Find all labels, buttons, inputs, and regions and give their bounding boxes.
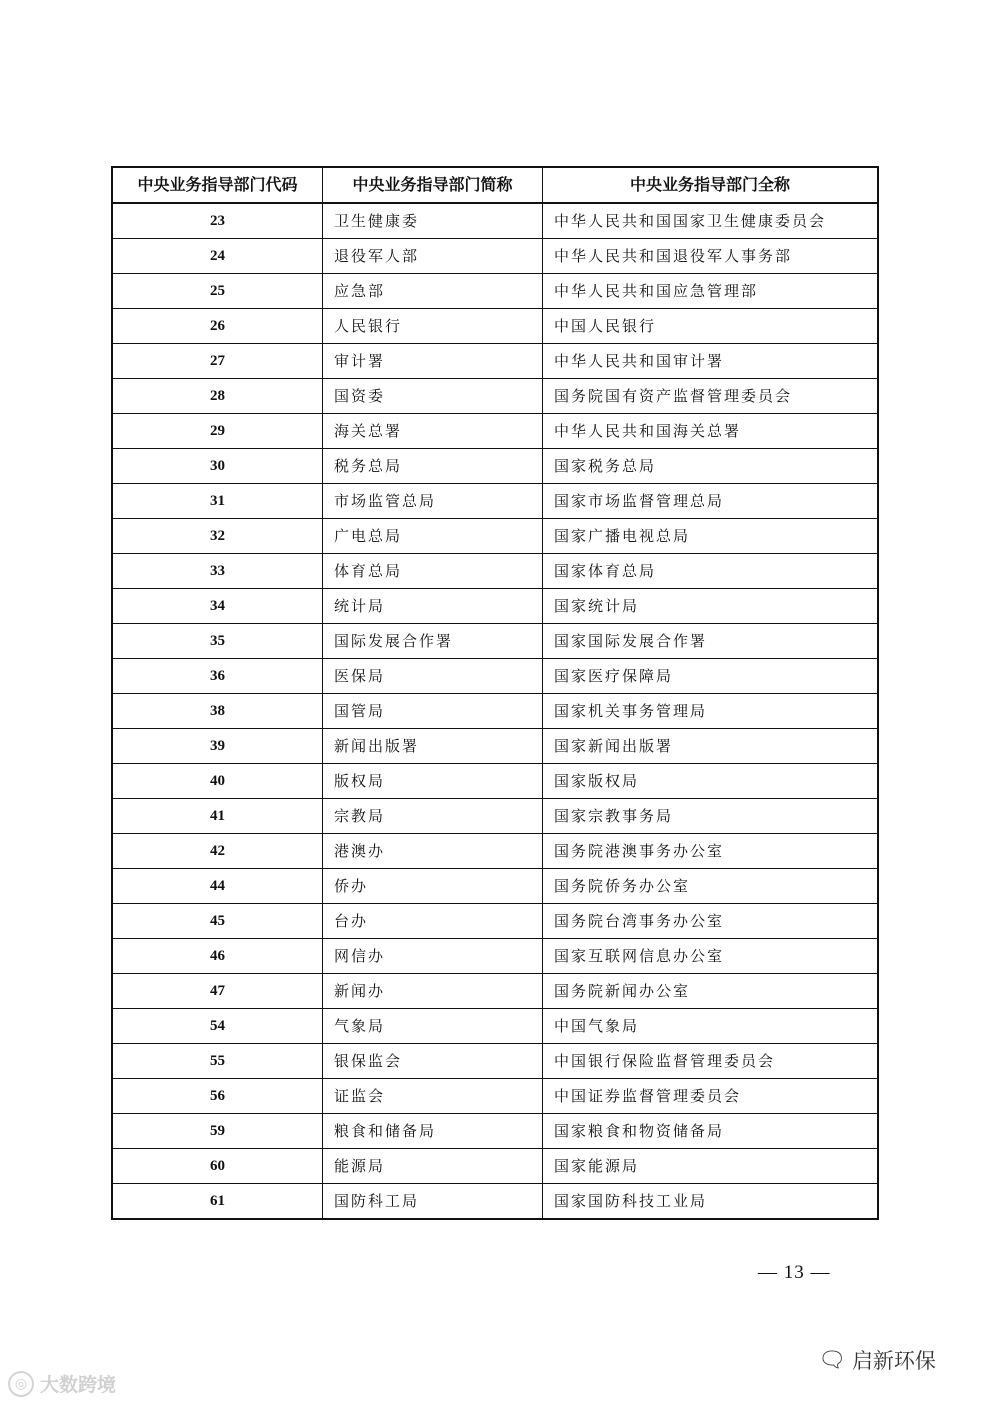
row-code: 42 <box>112 834 323 869</box>
table-row <box>112 974 878 1009</box>
row-short-name: 医保局 <box>323 659 543 694</box>
row-short-name: 体育总局 <box>323 554 543 589</box>
row-full-name: 国家统计局 <box>543 589 879 624</box>
row-short-name: 能源局 <box>323 1149 543 1184</box>
row-full-name: 国务院新闻办公室 <box>543 974 879 1009</box>
table-row <box>112 414 878 449</box>
row-full-name: 国家国际发展合作署 <box>543 624 879 659</box>
row-short-name: 宗教局 <box>323 799 543 834</box>
logo-icon: ◎ <box>8 1371 34 1397</box>
row-short-name: 海关总署 <box>323 414 543 449</box>
row-code: 56 <box>112 1079 323 1114</box>
row-full-name: 中国气象局 <box>543 1009 879 1044</box>
row-full-name: 中国证券监督管理委员会 <box>543 1079 879 1114</box>
row-code: 24 <box>112 239 323 274</box>
row-short-name: 侨办 <box>323 869 543 904</box>
row-full-name: 国家新闻出版署 <box>543 729 879 764</box>
table-row <box>112 694 878 729</box>
row-code: 25 <box>112 274 323 309</box>
table-row <box>112 1079 878 1114</box>
header-full-name: 中央业务指导部门全称 <box>543 167 879 203</box>
wechat-icon: 🗨 <box>818 1347 846 1373</box>
watermark-right <box>818 1345 936 1375</box>
row-short-name: 国管局 <box>323 694 543 729</box>
row-code: 34 <box>112 589 323 624</box>
row-short-name: 市场监管总局 <box>323 484 543 519</box>
row-full-name: 国家国防科技工业局 <box>543 1184 879 1220</box>
row-full-name: 国家医疗保障局 <box>543 659 879 694</box>
row-code: 35 <box>112 624 323 659</box>
row-short-name: 国际发展合作署 <box>323 624 543 659</box>
table-row <box>112 589 878 624</box>
row-code: 29 <box>112 414 323 449</box>
table-row <box>112 1044 878 1079</box>
table-row <box>112 834 878 869</box>
row-code: 59 <box>112 1114 323 1149</box>
row-full-name: 中华人民共和国应急管理部 <box>543 274 879 309</box>
row-short-name: 审计署 <box>323 344 543 379</box>
watermark-right-text: 启新环保 <box>851 1349 936 1373</box>
row-short-name: 新闻办 <box>323 974 543 1009</box>
table-row <box>112 203 878 239</box>
table-row <box>112 624 878 659</box>
row-full-name: 国家宗教事务局 <box>543 799 879 834</box>
row-code: 61 <box>112 1184 323 1220</box>
table-row <box>112 764 878 799</box>
row-code: 30 <box>112 449 323 484</box>
header-code: 中央业务指导部门代码 <box>112 167 323 203</box>
row-short-name: 银保监会 <box>323 1044 543 1079</box>
row-code: 55 <box>112 1044 323 1079</box>
row-short-name: 台办 <box>323 904 543 939</box>
row-code: 41 <box>112 799 323 834</box>
row-short-name: 退役军人部 <box>323 239 543 274</box>
table-header-row <box>112 167 878 203</box>
table-row <box>112 239 878 274</box>
row-short-name: 人民银行 <box>323 309 543 344</box>
table-body <box>112 203 878 1219</box>
table-row <box>112 554 878 589</box>
row-full-name: 国家版权局 <box>543 764 879 799</box>
department-code-table <box>111 166 879 1220</box>
row-full-name: 国务院港澳事务办公室 <box>543 834 879 869</box>
table-row <box>112 729 878 764</box>
row-short-name: 气象局 <box>323 1009 543 1044</box>
row-code: 36 <box>112 659 323 694</box>
table-row <box>112 1184 878 1220</box>
row-full-name: 国家粮食和物资储备局 <box>543 1114 879 1149</box>
table-row <box>112 519 878 554</box>
page-number: — 13 — <box>758 1262 831 1283</box>
row-full-name: 中华人民共和国退役军人事务部 <box>543 239 879 274</box>
row-code: 45 <box>112 904 323 939</box>
row-code: 38 <box>112 694 323 729</box>
row-short-name: 卫生健康委 <box>323 203 543 239</box>
row-code: 39 <box>112 729 323 764</box>
row-short-name: 证监会 <box>323 1079 543 1114</box>
table-row <box>112 869 878 904</box>
row-full-name: 国家能源局 <box>543 1149 879 1184</box>
row-code: 28 <box>112 379 323 414</box>
row-code: 27 <box>112 344 323 379</box>
row-full-name: 国务院侨务办公室 <box>543 869 879 904</box>
row-full-name: 国家广播电视总局 <box>543 519 879 554</box>
row-short-name: 国资委 <box>323 379 543 414</box>
table-row <box>112 449 878 484</box>
row-short-name: 港澳办 <box>323 834 543 869</box>
table-row <box>112 309 878 344</box>
row-code: 46 <box>112 939 323 974</box>
row-code: 31 <box>112 484 323 519</box>
row-code: 54 <box>112 1009 323 1044</box>
table-row <box>112 379 878 414</box>
row-short-name: 网信办 <box>323 939 543 974</box>
watermark-left <box>8 1370 116 1397</box>
row-short-name: 版权局 <box>323 764 543 799</box>
row-full-name: 国家体育总局 <box>543 554 879 589</box>
row-full-name: 中国人民银行 <box>543 309 879 344</box>
row-full-name: 国家市场监督管理总局 <box>543 484 879 519</box>
row-code: 26 <box>112 309 323 344</box>
row-full-name: 中华人民共和国审计署 <box>543 344 879 379</box>
row-short-name: 新闻出版署 <box>323 729 543 764</box>
table-row <box>112 939 878 974</box>
row-code: 60 <box>112 1149 323 1184</box>
header-short-name: 中央业务指导部门简称 <box>323 167 543 203</box>
row-code: 40 <box>112 764 323 799</box>
row-short-name: 应急部 <box>323 274 543 309</box>
table-row <box>112 659 878 694</box>
table-row <box>112 1149 878 1184</box>
row-full-name: 中华人民共和国国家卫生健康委员会 <box>543 203 879 239</box>
table-row <box>112 344 878 379</box>
row-full-name: 国务院国有资产监督管理委员会 <box>543 379 879 414</box>
row-full-name: 国家机关事务管理局 <box>543 694 879 729</box>
row-full-name: 中国银行保险监督管理委员会 <box>543 1044 879 1079</box>
row-short-name: 统计局 <box>323 589 543 624</box>
table-row <box>112 904 878 939</box>
row-short-name: 税务总局 <box>323 449 543 484</box>
row-full-name: 国家税务总局 <box>543 449 879 484</box>
row-code: 44 <box>112 869 323 904</box>
table-row <box>112 1114 878 1149</box>
watermark-left-text: 大数跨境 <box>40 1374 117 1396</box>
table-row <box>112 484 878 519</box>
row-code: 32 <box>112 519 323 554</box>
row-short-name: 粮食和储备局 <box>323 1114 543 1149</box>
row-short-name: 广电总局 <box>323 519 543 554</box>
table-row <box>112 274 878 309</box>
row-code: 33 <box>112 554 323 589</box>
row-code: 23 <box>112 203 323 239</box>
row-full-name: 国务院台湾事务办公室 <box>543 904 879 939</box>
row-code: 47 <box>112 974 323 1009</box>
row-full-name: 国家互联网信息办公室 <box>543 939 879 974</box>
table-row <box>112 799 878 834</box>
row-short-name: 国防科工局 <box>323 1184 543 1220</box>
row-full-name: 中华人民共和国海关总署 <box>543 414 879 449</box>
table-row <box>112 1009 878 1044</box>
